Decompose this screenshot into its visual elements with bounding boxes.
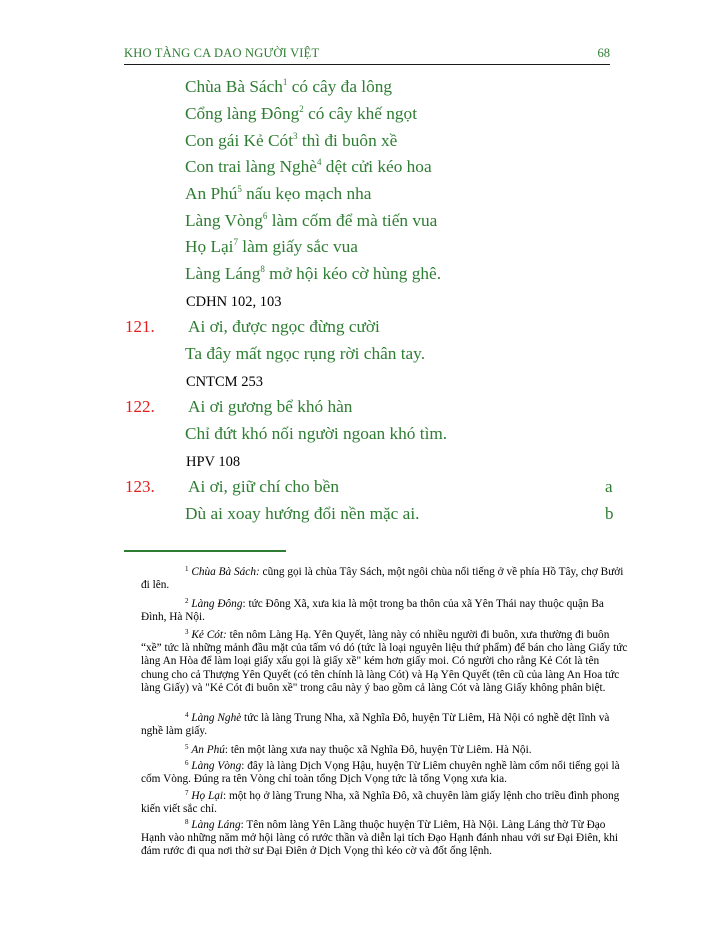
poem-line: Ai ơi, được ngọc đừng cười (188, 317, 380, 336)
poem-line: Ai ơi, giữ chí cho bền (188, 477, 339, 496)
footnote: $^6$ Làng Vòng: đây là làng Dịch Vọng Hậu, huyện Từ Liêm chuyên nghề làm cốm nổi tiếng gọi là cốm Vòng. Đúng ra tên Vòng chỉ toàn tổng Dịch Vọng tức là tổng Vọng xưa kia. (141, 759, 620, 786)
footnote-ref: 6 (262, 211, 268, 221)
poem-line: Chùa Bà Sách$^1$ có cây đa lông (185, 77, 393, 96)
rhyme-mark: b (605, 504, 614, 523)
footnote-ref: 1 (282, 77, 288, 87)
footnote-ref: 4 (316, 157, 322, 167)
footnote: $^3$ Kẻ Cót: tên nôm Làng Hạ. Yên Quyết, làng này có nhiều người đi buôn, xưa thường đi buôn “xề” tức là những mảnh đầu mặt của tấm vó dó (tức là loại nguyên liệu thứ phẩm) để bán cho làng Giấy tức làng An Hòa để làm loại giấy xấu gọi là giấy xề" kém hơn giấy moi. Có người cho rằng Kẻ Cót là tên chung cho cả Thượng Yên Quyết (có tên chính là làng Cót) và Hạ Yên Quyết (tên cũ của làng An Hoa tức làng Giấy) và "Kẻ Cót đi buôn xề" trong câu này ý bao gồm cả làng Cót và làng Giấy không phân biệt. (141, 628, 628, 694)
poem-line: Dù ai xoay hướng đổi nền mặc ai. (185, 504, 420, 523)
footnote-ref: 3 (293, 131, 298, 141)
entry-number: 123. (125, 477, 155, 496)
footnote-ref: 7 (233, 237, 238, 247)
poem-line: Con trai làng Nghè$^4$ dệt cửi kéo hoa (185, 157, 432, 176)
entry-number: 121. (125, 317, 155, 336)
footnote: $^4$ Làng Nghè tức là làng Trung Nha, xã Nghĩa Đô, huyện Từ Liêm, Hà Nội có nghề dệt lĩnh và nghề làm giấy. (141, 711, 610, 738)
entry-number: 122. (125, 397, 155, 416)
footnote-divider (124, 550, 286, 552)
poem-line: An Phú$^5$ nấu kẹo mạch nha (185, 184, 372, 203)
footnote: $^7$ Họ Lại: một họ ở làng Trung Nha, xã Nghĩa Đô, xã chuyên làm giấy lệnh cho triều đình phong kiến viết sắc chỉ. (141, 789, 620, 816)
running-header (124, 44, 610, 65)
poem-line: Chỉ đứt khó nối người ngoan khó tìm. (185, 424, 448, 443)
source-citation: HPV 108 (186, 454, 241, 470)
book-title: KHO TÀNG CA DAO NGƯỜI VIỆT (124, 46, 320, 60)
source-citation: CDHN 102, 103 (186, 294, 282, 310)
page-number: 68 (597, 46, 610, 60)
poem-line: Họ Lại$^7$ làm giấy sắc vua (185, 237, 358, 256)
poem-line: Ta đây mất ngọc rụng rời chân tay. (185, 344, 426, 363)
footnote-ref: 8 (260, 264, 265, 274)
source-citation: CNTCM 253 (186, 374, 263, 390)
footnote: $^5$ An Phú: tên một làng xưa nay thuộc xã Nghĩa Đô, huyện Từ Liêm. Hà Nội. (185, 743, 532, 756)
poem-line: Ai ơi gương bể khó hàn (188, 397, 353, 416)
footnote: $^2$ Làng Đông: tức Đông Xã, xưa kia là một trong ba thôn của xã Yên Thái nay thuộc quận Ba Đình, Hà Nội. (141, 597, 604, 624)
footnote: $^8$ Làng Láng: Tên nôm làng Yên Lãng thuộc huyện Từ Liêm, Hà Nội. Làng Láng thờ Từ Đạo Hạnh vào những năm mở hội làng có rước thần và diễn lại tích Đạo Hạnh đánh nhau với sư Đại Điên, khi đám rước đi qua nơi thờ sư Đại Điên ở Dịch Vọng thì kéo cờ và đốt ống lệnh. (141, 818, 619, 858)
poem-line: Làng Láng$^8$ mở hội kéo cờ hùng ghê. (185, 264, 442, 283)
poem-line: Làng Vòng$^6$ làm cốm để mà tiến vua (185, 211, 438, 230)
poem-line: Con gái Kẻ Cót$^3$ thì đi buôn xề (185, 131, 398, 150)
footnote-ref: 5 (237, 184, 242, 194)
footnote: $^1$ Chùa Bà Sách: cũng gọi là chùa Tây Sách, một ngôi chùa nổi tiếng ở về phía Hồ Tây, chợ Bưởi đi lên. (141, 565, 624, 592)
footnote-ref: 2 (299, 104, 304, 114)
poem-line: Cổng làng Đông$^2$ có cây khế ngọt (185, 104, 417, 123)
rhyme-mark: a (605, 477, 613, 496)
